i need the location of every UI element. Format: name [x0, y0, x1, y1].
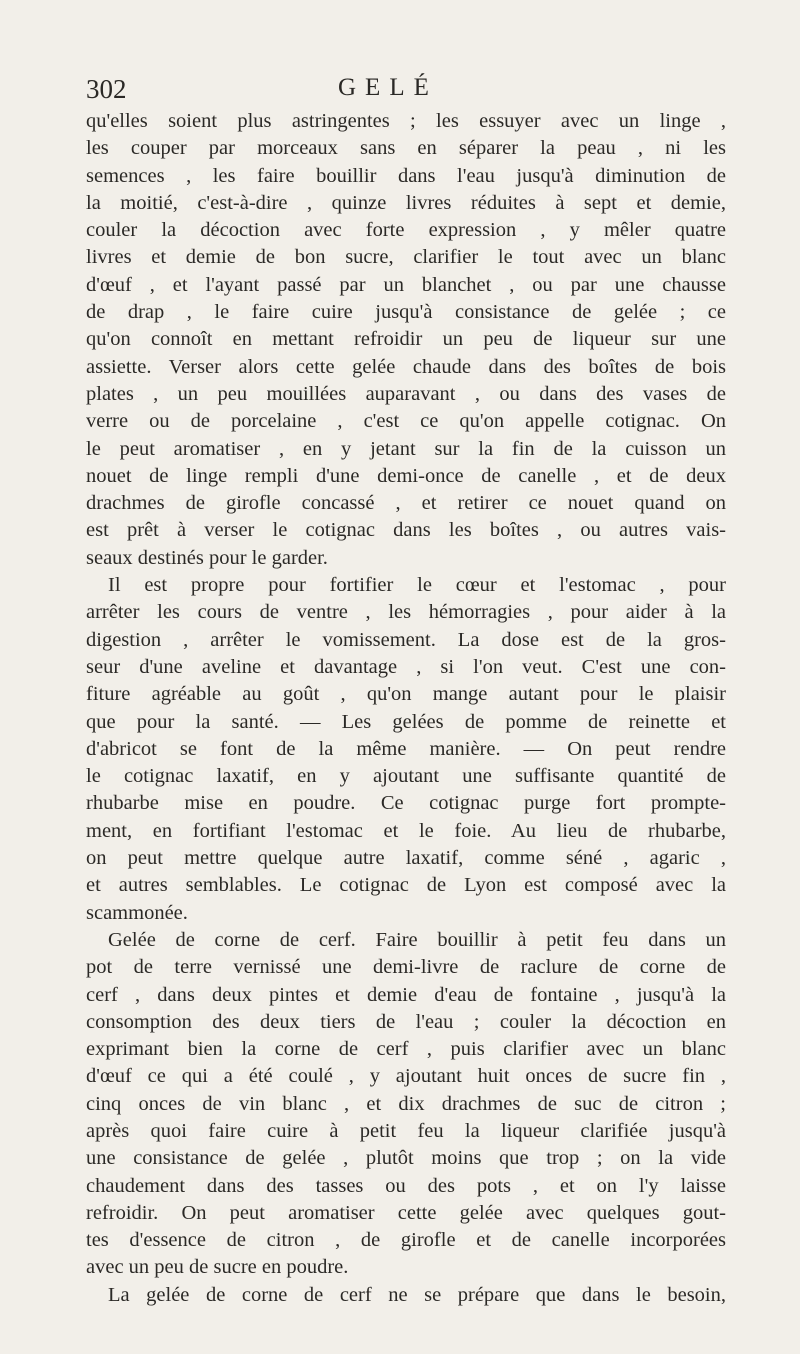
text-line: d'abricot se font de la même manière. — On peut rendre	[86, 737, 726, 760]
text-line: de drap , le faire cuire jusqu'à consistance de gelée ; ce	[86, 301, 726, 324]
text-line: livres et demie de bon sucre, clarifier le tout avec un blanc	[86, 246, 726, 269]
text-line: scammonée.	[86, 901, 188, 924]
text-line: Il est propre pour fortifier le cœur et l'estomac , pour	[108, 574, 726, 597]
text-line: plates , un peu mouillées auparavant , ou dans des vases de	[86, 382, 726, 405]
text-line: assiette. Verser alors cette gelée chaude dans des boîtes de bois	[86, 355, 726, 378]
text-line: le cotignac laxatif, en y ajoutant une suffisante quantité de	[86, 765, 726, 788]
text-line: après quoi faire cuire à petit feu la liqueur clarifiée jusqu'à	[86, 1119, 726, 1142]
text-line: seaux destinés pour le garder.	[86, 546, 328, 569]
text-line: qu'elles soient plus astringentes ; les essuyer avec un linge ,	[86, 110, 726, 132]
text-line: verre ou de porcelaine , c'est ce qu'on appelle cotignac. On	[86, 410, 726, 433]
body-text	[86, 108, 726, 1309]
text-line: une consistance de gelée , plutôt moins que trop ; on la vide	[86, 1147, 726, 1170]
text-line: est prêt à verser le cotignac dans les boîtes , ou autres vais-	[86, 519, 726, 542]
text-line: nouet de linge rempli d'une demi-once de canelle , et de deux	[86, 464, 726, 487]
text-line: arrêter les cours de ventre , les hémorragies , pour aider à la	[86, 601, 726, 624]
text-line: tes d'essence de citron , de girofle et de canelle incorporées	[86, 1229, 726, 1252]
text-line: couler la décoction avec forte expression , y mêler quatre	[86, 219, 726, 242]
page-number: 302	[86, 74, 127, 104]
text-line: Gelée de corne de cerf. Faire bouillir à petit feu dans un	[108, 928, 726, 951]
text-line: le peut aromatiser , en y jetant sur la fin de la cuisson un	[86, 437, 726, 460]
text-line: ment, en fortifiant l'estomac et le foie. Au lieu de rhubarbe,	[86, 819, 726, 842]
text-line: cerf , dans deux pintes et demie d'eau de fontaine , jusqu'à la	[86, 983, 726, 1006]
text-line: les couper par morceaux sans en séparer la peau , ni les	[86, 137, 726, 160]
text-line: qu'on connoît en mettant refroidir un peu de liqueur sur une	[86, 328, 726, 351]
text-line: et autres semblables. Le cotignac de Lyon est composé avec la	[86, 874, 726, 897]
text-line: exprimant bien la corne de cerf , puis clarifier avec un blanc	[86, 1038, 726, 1061]
text-line: seur d'une aveline et davantage , si l'on veut. C'est une con-	[86, 655, 726, 678]
text-line: rhubarbe mise en poudre. Ce cotignac purge fort prompte-	[86, 792, 726, 815]
page-header	[86, 72, 726, 108]
text-line: refroidir. On peut aromatiser cette gelée avec quelques gout-	[86, 1201, 726, 1224]
text-line: digestion , arrêter le vomissement. La dose est de la gros-	[86, 628, 726, 651]
text-line: on peut mettre quelque autre laxatif, comme séné , agaric ,	[86, 847, 726, 870]
text-line: cinq onces de vin blanc , et dix drachmes de suc de citron ;	[86, 1092, 726, 1115]
text-line: d'œuf , et l'ayant passé par un blanchet , ou par une chausse	[86, 273, 726, 296]
text-line: pot de terre vernissé une demi-livre de raclure de corne de	[86, 956, 726, 979]
text-line: La gelée de corne de cerf ne se prépare que dans le besoin,	[108, 1283, 726, 1306]
text-line: chaudement dans des tasses ou des pots , et on l'y laisse	[86, 1174, 726, 1197]
text-line: consomption des deux tiers de l'eau ; couler la décoction en	[86, 1010, 726, 1033]
text-line: fiture agréable au goût , qu'on mange autant pour le plaisir	[86, 683, 726, 706]
text-line: semences , les faire bouillir dans l'eau jusqu'à diminution de	[86, 164, 726, 187]
text-line: drachmes de girofle concassé , et retirer ce nouet quand on	[86, 492, 726, 515]
text-line: avec un peu de sucre en poudre.	[86, 1256, 349, 1279]
text-line: que pour la santé. — Les gelées de pomme de reinette et	[86, 710, 726, 733]
text-line: d'œuf ce qui a été coulé , y ajoutant huit onces de sucre fin ,	[86, 1065, 726, 1088]
running-head: GELÉ	[338, 74, 438, 101]
text-line: la moitié, c'est-à-dire , quinze livres réduites à sept et demie,	[86, 191, 726, 214]
